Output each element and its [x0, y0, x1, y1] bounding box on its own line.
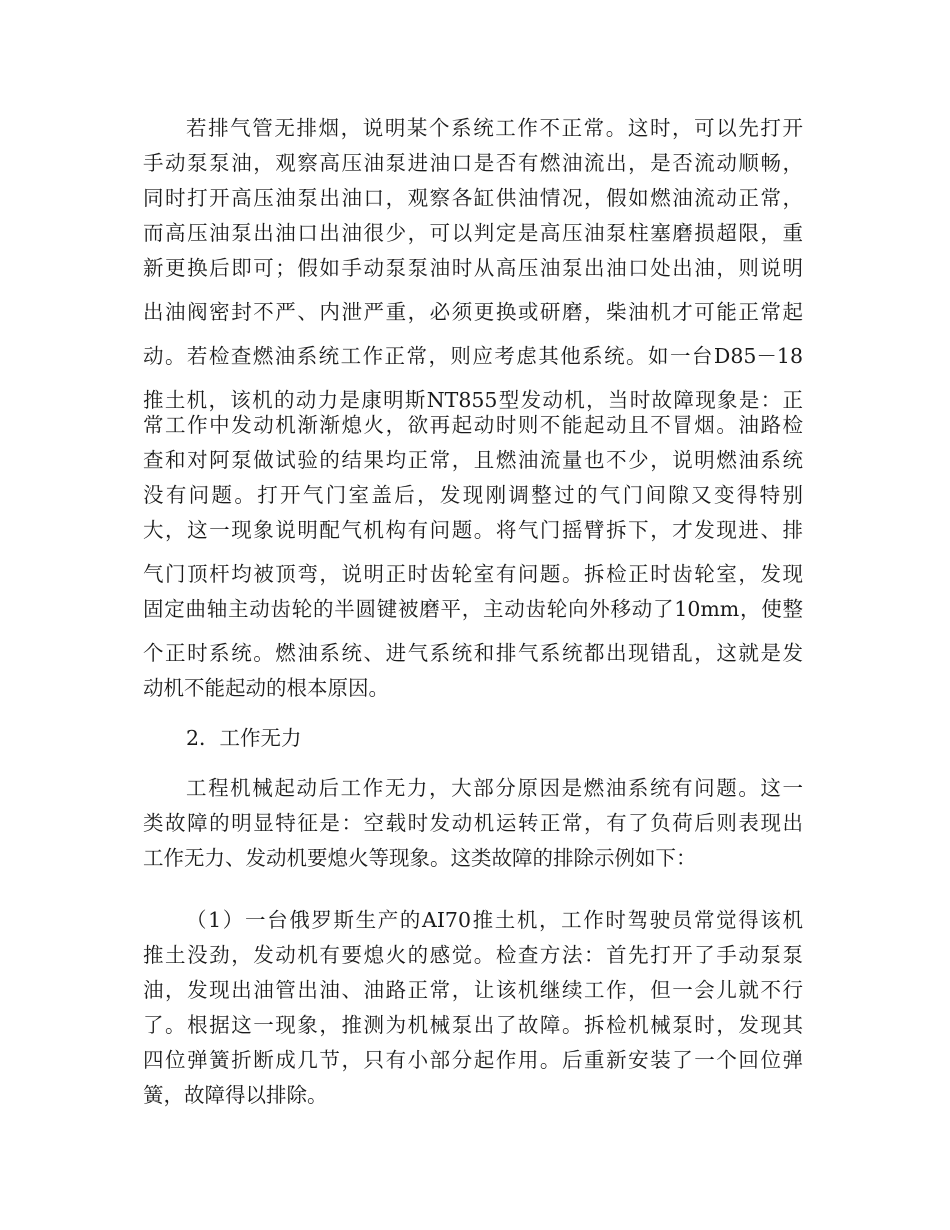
text-line: 推土机，该机的动力是康明斯NT855型发动机，当时故障现象是：正	[143, 388, 803, 412]
text-line: 出油阀密封不严、内泄严重，必须更换或研磨，柴油机才可能正常起	[143, 300, 803, 324]
text-line: （1）一台俄罗斯生产的AI70推土机，工作时驾驶员常觉得该机	[186, 908, 803, 932]
text-line: 推土没劲，发动机有要熄火的感觉。检查方法：首先打开了手动泵泵	[143, 943, 803, 967]
text-line: 常工作中发动机渐渐熄火，欲再起动时则不能起动且不冒烟。油路检	[143, 413, 803, 437]
section-heading: 2．工作无力	[186, 726, 302, 750]
text-line: 查和对阿泵做试验的结果均正常，且燃油流量也不少，说明燃油系统	[143, 448, 803, 472]
text-line: 簧，故障得以排除。	[143, 1083, 328, 1107]
text-line: 工程机械起动后工作无力，大部分原因是燃油系统有问题。这一	[186, 776, 803, 800]
text-line: 动机不能起动的根本原因。	[143, 676, 389, 700]
text-line: 四位弹簧折断成几节，只有小部分起作用。后重新安装了一个回位弹	[143, 1048, 803, 1072]
text-line: 同时打开高压油泵出油口，观察各缸供油情况，假如燃油流动正常，	[143, 186, 803, 210]
text-line: 油，发现出油管出油、油路正常，让该机继续工作，但一会儿就不行	[143, 978, 803, 1002]
text-line: 类故障的明显特征是：空载时发动机运转正常，有了负荷后则表现出	[143, 811, 803, 835]
text-line: 了。根据这一现象，推测为机械泵出了故障。拆检机械泵时，发现其	[143, 1013, 803, 1037]
text-line: 固定曲轴主动齿轮的半圆键被磨平，主动齿轮向外移动了10mm，使整	[143, 597, 803, 621]
text-line: 工作无力、发动机要熄火等现象。这类故障的排除示例如下：	[143, 846, 697, 870]
text-line: 手动泵泵油，观察高压油泵进油口是否有燃油流出，是否流动顺畅，	[143, 151, 803, 175]
text-line: 气门顶杆均被顶弯，说明正时齿轮室有问题。拆检正时齿轮室，发现	[143, 562, 803, 586]
text-line: 新更换后即可；假如手动泵泵油时从高压油泵出油口处出油，则说明	[143, 256, 803, 280]
text-line: 没有问题。打开气门室盖后，发现刚调整过的气门间隙又变得特别	[143, 483, 803, 507]
text-line: 而高压油泵出油口出油很少，可以判定是高压油泵柱塞磨损超限，重	[143, 221, 803, 245]
text-line: 大，这一现象说明配气机构有问题。将气门摇臂拆下，才发现进、排	[143, 518, 803, 542]
text-line: 动。若检查燃油系统工作正常，则应考虑其他系统。如一台D85－18	[143, 344, 803, 368]
text-line: 个正时系统。燃油系统、进气系统和排气系统都出现错乱，这就是发	[143, 641, 803, 665]
text-line: 若排气管无排烟，说明某个系统工作不正常。这时，可以先打开	[186, 116, 803, 140]
